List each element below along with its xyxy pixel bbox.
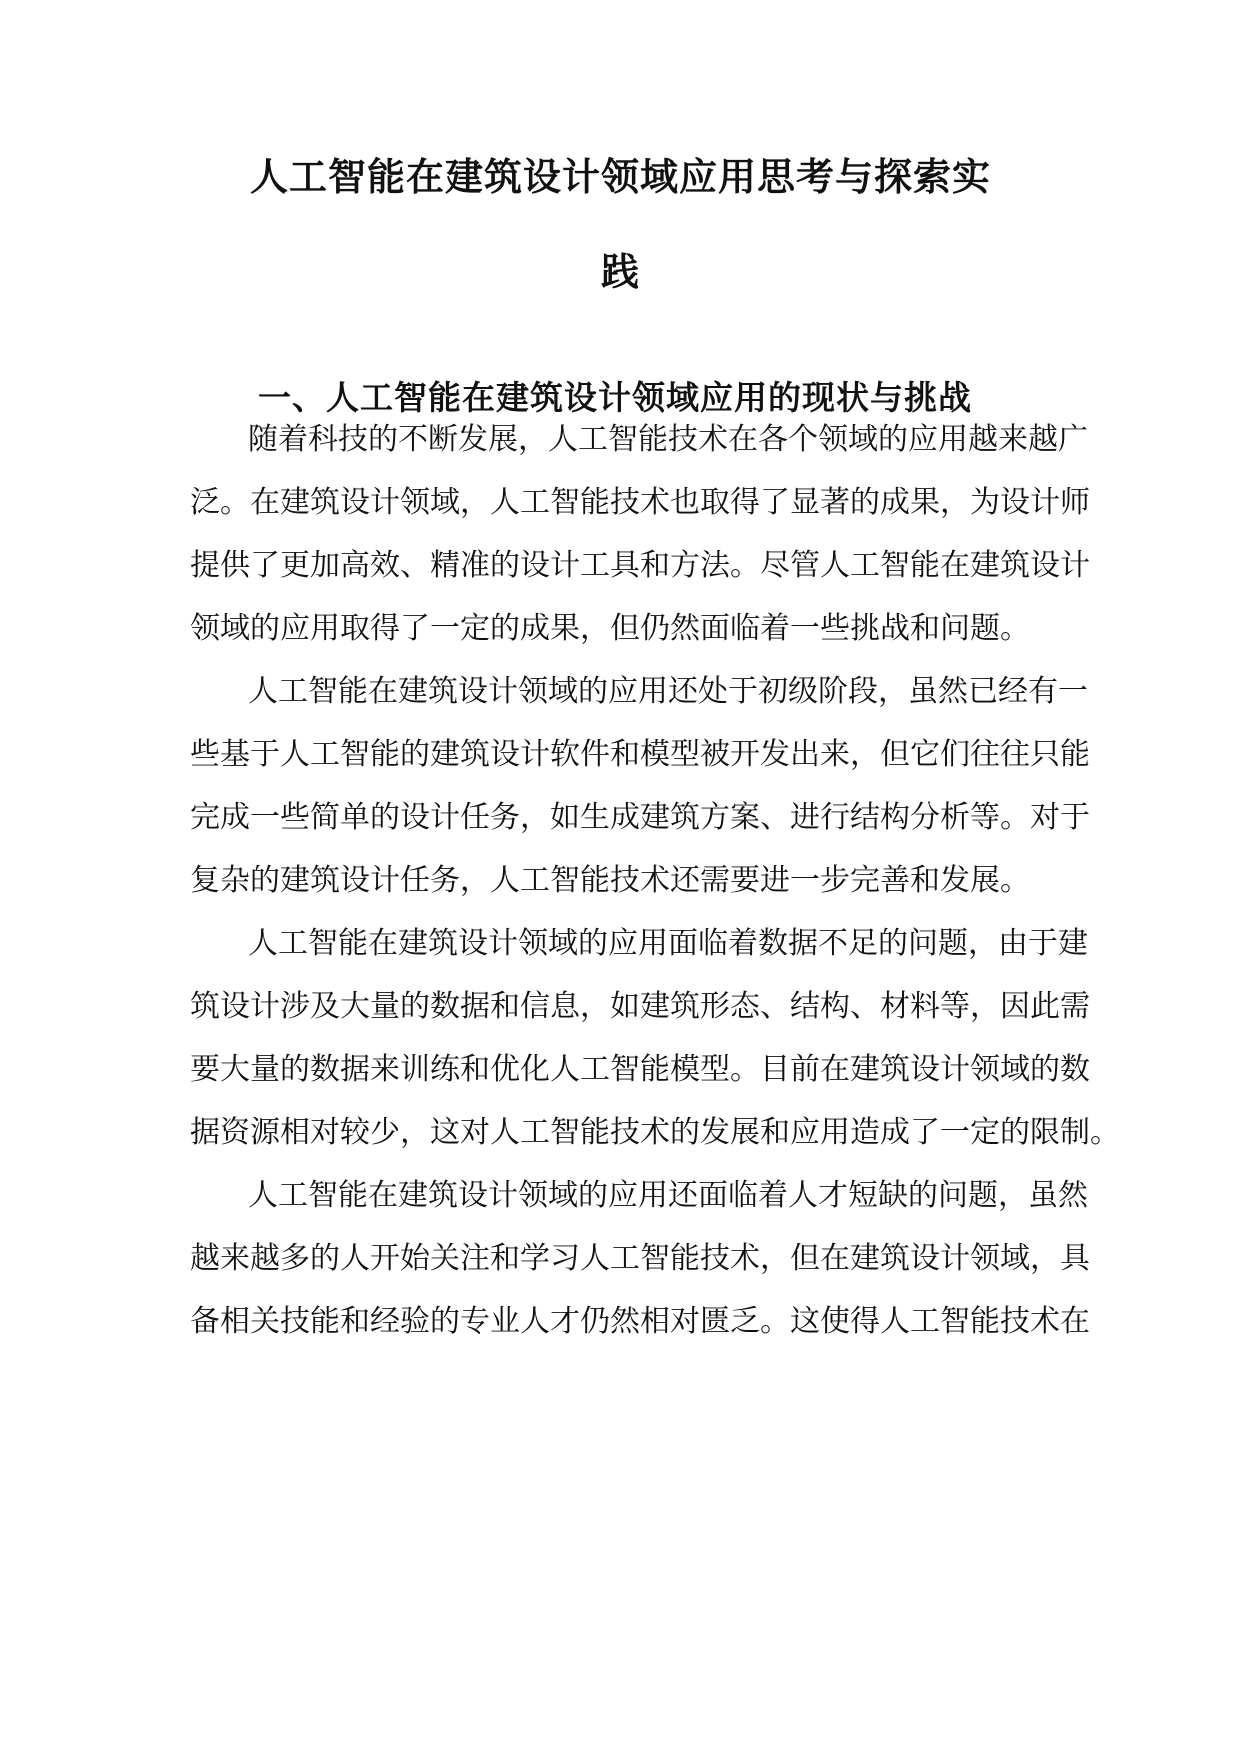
paragraph-3-line-3: 要大量的数据来训练和优化人工智能模型。目前在建筑设计领域的数 (190, 1052, 1090, 1087)
paragraph-2-line-3: 完成一些简单的设计任务，如生成建筑方案、进行结构分析等。对于 (190, 800, 1090, 835)
paragraph-4-line-1: 人工智能在建筑设计领域的应用还面临着人才短缺的问题，虽然 (248, 1178, 1088, 1213)
paragraph-2-line-4: 复杂的建筑设计任务，人工智能技术还需要进一步完善和发展。 (190, 863, 1030, 898)
paragraph-3-line-4: 据资源相对较少，这对人工智能技术的发展和应用造成了一定的限制。 (190, 1115, 1120, 1150)
paragraph-3-line-2: 筑设计涉及大量的数据和信息，如建筑形态、结构、材料等，因此需 (190, 989, 1090, 1024)
paragraph-2-line-1: 人工智能在建筑设计领域的应用还处于初级阶段，虽然已经有一 (248, 674, 1088, 709)
paragraph-1-line-3: 提供了更加高效、精准的设计工具和方法。尽管人工智能在建筑设计 (190, 548, 1090, 583)
document-title-line-2: 践 (600, 249, 640, 294)
paragraph-1-line-4: 领域的应用取得了一定的成果，但仍然面临着一些挑战和问题。 (190, 611, 1030, 646)
paragraph-3-line-1: 人工智能在建筑设计领域的应用面临着数据不足的问题，由于建 (248, 926, 1088, 961)
document-title-line-1: 人工智能在建筑设计领域应用思考与探索实 (249, 154, 991, 199)
paragraph-4-line-3: 备相关技能和经验的专业人才仍然相对匮乏。这使得人工智能技术在 (190, 1304, 1090, 1339)
paragraph-1-line-1: 随着科技的不断发展，人工智能技术在各个领域的应用越来越广 (248, 422, 1088, 457)
paragraph-4-line-2: 越来越多的人开始关注和学习人工智能技术，但在建筑设计领域，具 (190, 1241, 1090, 1276)
section-heading: 一、人工智能在建筑设计领域应用的现状与挑战 (258, 378, 972, 417)
paragraph-2-line-2: 些基于人工智能的建筑设计软件和模型被开发出来，但它们往往只能 (190, 737, 1090, 772)
paragraph-1-line-2: 泛。在建筑设计领域，人工智能技术也取得了显著的成果，为设计师 (190, 485, 1090, 520)
